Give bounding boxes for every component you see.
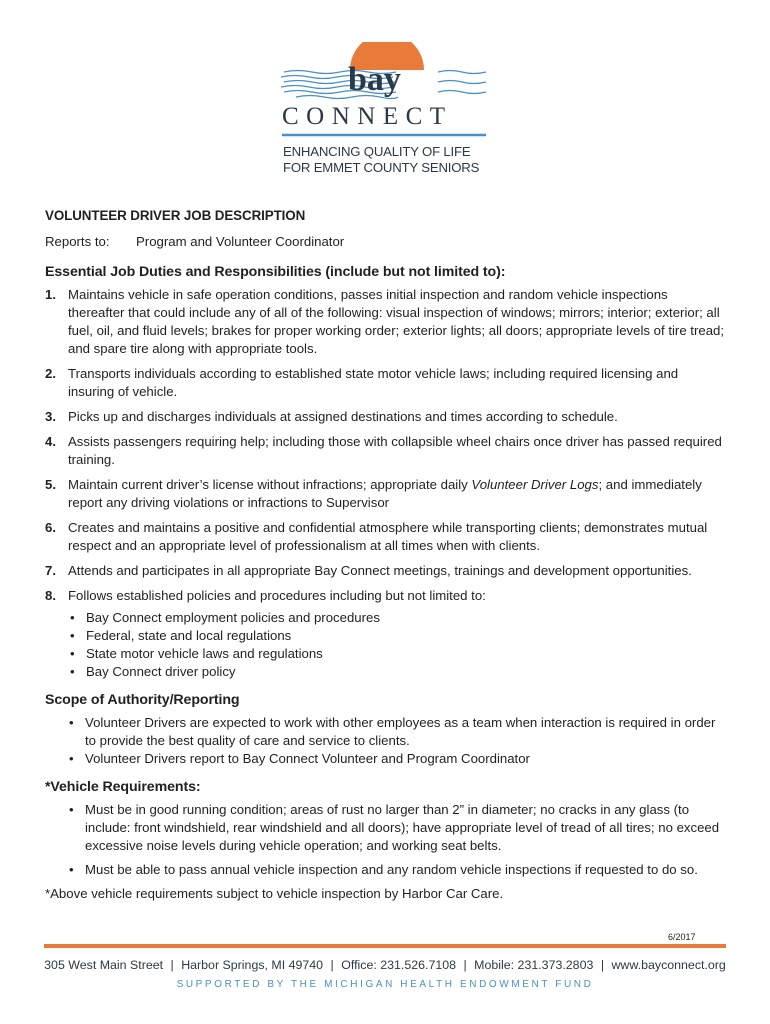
scope-bullet: • Volunteer Drivers report to Bay Connect Volunteer and Program Coordinator bbox=[67, 750, 725, 768]
duty-text: Assists passengers requiring help; including those with collapsible wheel chairs once driver has passed required training. bbox=[68, 434, 722, 467]
duty-text: Picks up and discharges individuals at assigned destinations and times according to schedule. bbox=[68, 409, 618, 424]
vehicle-note: *Above vehicle requirements subject to vehicle inspection by Harbor Car Care. bbox=[45, 886, 504, 901]
supported-by-text: SUPPORTED BY THE MICHIGAN HEALTH ENDOWMENT FUND bbox=[176, 979, 594, 990]
policy-bullet: • Bay Connect employment policies and procedures bbox=[68, 609, 725, 627]
document-body bbox=[45, 207, 725, 903]
logo-word-connect: CONNECT bbox=[282, 103, 453, 130]
scope-bullet: • Volunteer Drivers are expected to work with other employees as a team when interaction is required in order to provide the best quality of care and service to clients. bbox=[67, 714, 725, 750]
footer-contact bbox=[44, 958, 726, 972]
footer-separator: | bbox=[600, 958, 605, 972]
duty-number: 5. bbox=[45, 477, 56, 492]
scope-list bbox=[67, 714, 725, 768]
duty-item bbox=[45, 408, 725, 426]
footer-city: Harbor Springs, MI 49740 bbox=[181, 958, 324, 972]
duty-text-before: Maintain current driver’s license without infractions; appropriate daily bbox=[68, 477, 472, 492]
reports-to-value: Program and Volunteer Coordinator bbox=[136, 234, 345, 249]
revision-date: 6/2017 bbox=[668, 932, 696, 942]
reports-to-row bbox=[45, 233, 725, 251]
duty-item bbox=[45, 587, 725, 681]
duty-item bbox=[45, 286, 725, 358]
duty-item bbox=[45, 365, 725, 401]
volunteer-driver-logs-term: Volunteer Driver Logs bbox=[471, 477, 599, 492]
duty-text: Transports individuals according to established state motor vehicle laws; including required licensing and insuring of vehicle. bbox=[68, 366, 679, 399]
policy-bullet: • Federal, state and local regulations bbox=[68, 627, 725, 645]
footer-rule bbox=[44, 944, 726, 948]
footer-separator: | bbox=[170, 958, 174, 972]
footer-mobile-phone: Mobile: 231.373.2803 bbox=[474, 958, 594, 972]
duty-number: 1. bbox=[45, 287, 56, 302]
vehicle-bullet: • Must be able to pass annual vehicle inspection and any random vehicle inspections if requested to do so. bbox=[67, 861, 725, 879]
footer-website: www.bayconnect.org bbox=[611, 958, 726, 972]
duty-text: Follows established policies and procedures including but not limited to: bbox=[68, 588, 486, 603]
duty-number: 7. bbox=[45, 563, 56, 578]
duty-text: Attends and participates in all appropriate Bay Connect meetings, trainings and development opportunities. bbox=[68, 563, 692, 578]
duty-text-after: ; and immediately report any driving violations or infractions to Supervisor bbox=[68, 477, 702, 510]
duties-list bbox=[45, 286, 725, 681]
logo-word-bay: bay bbox=[348, 61, 401, 98]
footer-office-phone: Office: 231.526.7108 bbox=[341, 958, 457, 972]
tagline-line-2: FOR EMMET COUNTY SENIORS bbox=[283, 160, 480, 175]
tagline bbox=[283, 144, 493, 176]
footer-address: 305 West Main Street bbox=[44, 958, 164, 972]
duty-number: 3. bbox=[45, 409, 56, 424]
scope-heading: Scope of Authority/Reporting bbox=[45, 692, 240, 708]
duties-heading: Essential Job Duties and Responsibilities (include but not limited to): bbox=[45, 264, 506, 280]
policies-list bbox=[68, 609, 725, 681]
footer-separator: | bbox=[463, 958, 467, 972]
duty-item bbox=[45, 476, 725, 512]
duty-item bbox=[45, 519, 725, 555]
footer-separator: | bbox=[330, 958, 334, 972]
policy-bullet: • State motor vehicle laws and regulations bbox=[68, 645, 725, 663]
duty-number: 6. bbox=[45, 520, 56, 535]
duty-item bbox=[45, 562, 725, 580]
logo-graphic bbox=[278, 42, 492, 142]
duty-number: 2. bbox=[45, 366, 56, 381]
tagline-line-1: ENHANCING QUALITY OF LIFE bbox=[283, 144, 471, 159]
reports-to-label: Reports to: bbox=[45, 234, 110, 249]
duty-item bbox=[45, 433, 725, 469]
vehicle-heading: *Vehicle Requirements: bbox=[45, 779, 201, 795]
policy-bullet: • Bay Connect driver policy bbox=[68, 663, 725, 681]
vehicle-bullet: • Must be in good running condition; areas of rust no larger than 2” in diameter; no cracks in any glass (to include: front windshield, rear windshield and all doors); have appropriate level of tread of all tires; no exceed excessive noise levels during vehicle operation; and working seat belts. bbox=[67, 801, 725, 855]
duty-number: 8. bbox=[45, 588, 56, 603]
duty-text: Creates and maintains a positive and confidential atmosphere while transporting clients; demonstrates mutual respect and an appropriate level of professionalism at all times when with clients. bbox=[68, 520, 708, 553]
duty-number: 4. bbox=[45, 434, 56, 449]
document-title: VOLUNTEER DRIVER JOB DESCRIPTION bbox=[45, 208, 306, 223]
duty-text: Maintains vehicle in safe operation conditions, passes initial inspection and random vehicle inspections thereafter that could include any of all of the following: visual inspection of windows; mirrors; interior; exterior; all fuel, oil, and fluid levels; brakes for proper working order; exterior lights; all doors; appropriate levels of tire tread; and spare tire along with appropriate tools. bbox=[68, 287, 725, 356]
vehicle-list bbox=[67, 801, 725, 879]
